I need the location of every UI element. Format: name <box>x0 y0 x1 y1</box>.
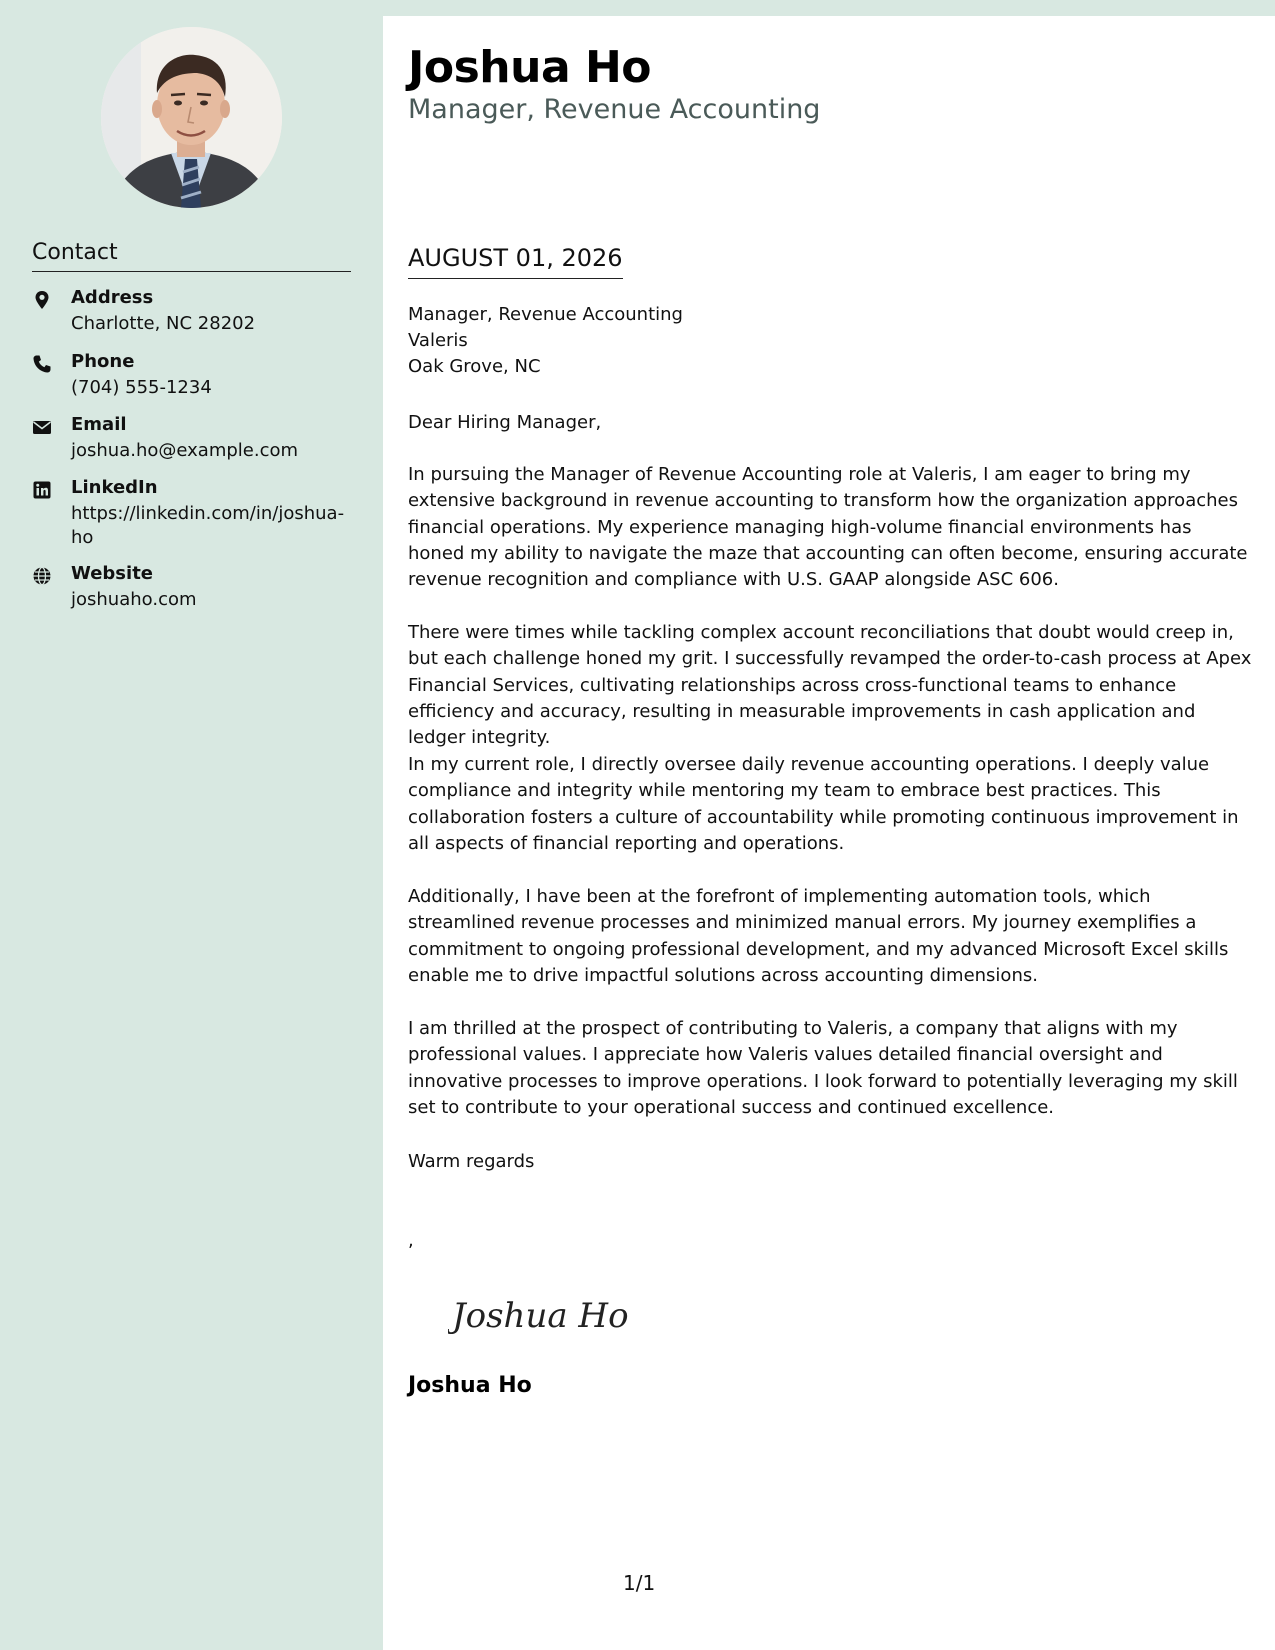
sidebar <box>0 0 383 1650</box>
applicant-title: Manager, Revenue Accounting <box>408 94 821 125</box>
contact-phone-label: Phone <box>71 351 135 372</box>
contact-linkedin-value[interactable]: https://linkedin.com/in/joshua-ho <box>71 503 345 548</box>
signer-name: Joshua Ho <box>408 1373 532 1398</box>
paragraph-5: I am thrilled at the prospect of contributing to Valeris, a company that aligns with my professional values. I appreciate how Valeris values detailed financial oversight and innovative processes to improve operations. I look forward to potentially leveraging my skill set to contribute to your operational success and continued excellence. <box>408 1018 1238 1118</box>
contact-phone-value: (704) 555-1234 <box>71 377 212 398</box>
page-number: 1/1 <box>623 1571 656 1595</box>
phone-icon <box>32 354 52 374</box>
recipient-location: Oak Grove, NC <box>408 356 541 377</box>
contact-email-value[interactable]: joshua.ho@example.com <box>71 440 299 461</box>
avatar-portrait-image <box>101 27 282 208</box>
contact-website-value[interactable]: joshuaho.com <box>71 589 197 610</box>
applicant-name: Joshua Ho <box>408 42 651 93</box>
linkedin-icon <box>32 480 52 500</box>
map-pin-icon <box>32 290 52 310</box>
letter-date: AUGUST 01, 2026 <box>408 244 623 279</box>
salutation: Dear Hiring Manager, <box>408 412 602 433</box>
contact-divider <box>32 271 351 272</box>
paragraph-1: In pursuing the Manager of Revenue Accounting role at Valeris, I am eager to bring my extensive background in revenue accounting to transform how the organization approaches financial operations. My experience managing high-volume financial environments has honed my ability to navigate the maze that accounting can often become, ensuring accurate revenue recognition and compliance with U.S. GAAP alongside ASC 606. <box>408 464 1248 591</box>
closing: Warm regards <box>408 1151 535 1172</box>
handwritten-signature <box>448 1285 648 1345</box>
recipient-title: Manager, Revenue Accounting <box>408 304 683 325</box>
closing-comma: , <box>408 1230 414 1251</box>
envelope-icon <box>32 417 52 437</box>
paragraph-2: There were times while tackling complex account reconciliations that doubt would creep in, but each challenge honed my grit. I successfully revamped the order-to-cash process at Apex Financial Services, cultivating relationships across cross-functional teams to enhance efficiency and accuracy, resulting in measurable improvements in cash application and ledger integrity. <box>408 622 1252 749</box>
paragraph-4: Additionally, I have been at the forefront of implementing automation tools, which streamlined revenue processes and minimized manual errors. My journey exemplifies a commitment to ongoing professional development, and my advanced Microsoft Excel skills enable me to drive impactful solutions across accounting dimensions. <box>408 886 1229 986</box>
profile-photo <box>101 27 282 208</box>
contact-address-label: Address <box>71 287 154 308</box>
contact-linkedin-label: LinkedIn <box>71 477 158 498</box>
globe-icon <box>32 566 52 586</box>
paragraph-3: In my current role, I directly oversee daily revenue accounting operations. I deeply value compliance and integrity while mentoring my team to embrace best practices. This collaboration fosters a culture of accountability while promoting continuous improvement in all aspects of financial reporting and operations. <box>408 754 1239 854</box>
contact-address-value: Charlotte, NC 28202 <box>71 313 256 334</box>
contact-website-label: Website <box>71 563 154 584</box>
recipient-company: Valeris <box>408 330 468 351</box>
contact-email-label: Email <box>71 414 127 435</box>
svg-text:Joshua Ho: Joshua Ho <box>452 1296 629 1336</box>
contact-heading: Contact <box>32 240 118 265</box>
